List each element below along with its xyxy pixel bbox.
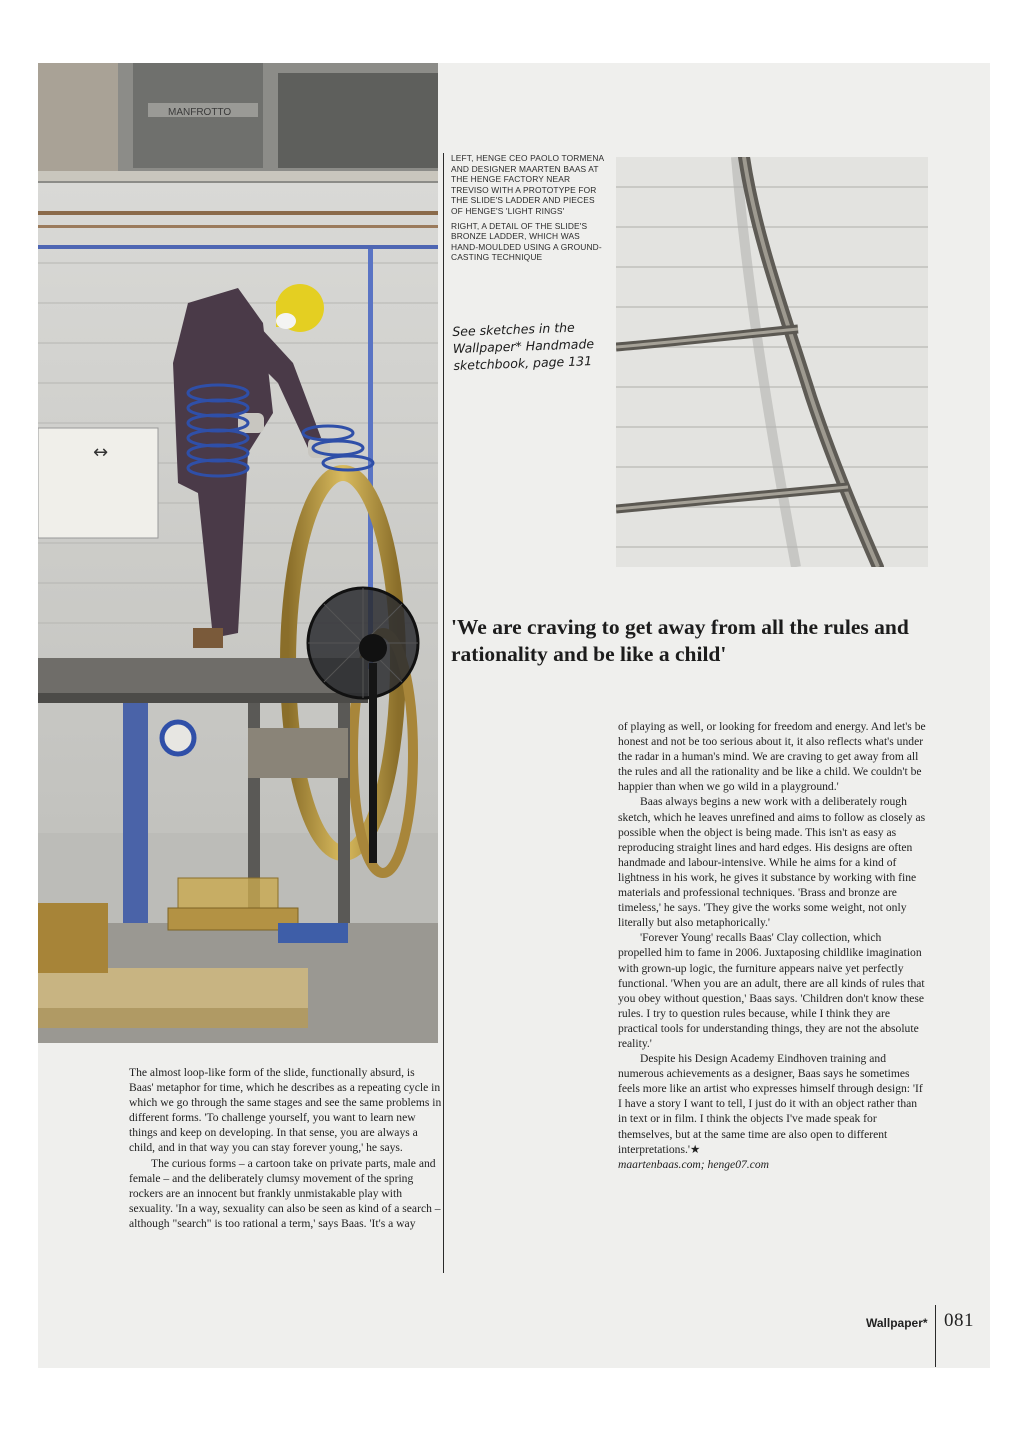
- note-line-1: See sketches in the: [452, 319, 575, 339]
- crate-label: MANFROTTO: [168, 107, 232, 118]
- website-links[interactable]: maartenbaas.com; henge07.com: [618, 1157, 770, 1171]
- body-paragraph: Despite his Design Academy Eindhoven training and numerous achievements as a designer, Baas says he sometimes feels more like an artist who expresses himself through design: 'If I have a story I want to tell, I just do it with an object rather than in text or in film. I think the objects I've made speak for themselves, but at the same time are also open to different interpretations.': [618, 1052, 923, 1156]
- factory-photo: [38, 63, 438, 1043]
- caption-right: RIGHT, A DETAIL OF THE SLIDE'S BRONZE LADDER, WHICH WAS HAND-MOULDED USING A GROUND-CASTING TECHNIQUE: [451, 220, 602, 263]
- note-line-3: sketchbook, page 131: [453, 353, 593, 373]
- ladder-detail-illustration: [616, 157, 928, 567]
- end-mark-icon: ★: [689, 1142, 701, 1156]
- caption-left: LEFT, HENGE CEO PAOLO TORMENA AND DESIGNER MAARTEN BAAS AT THE HENGE FACTORY NEAR TREVISO WITH A PROTOTYPE FOR THE SLIDE'S LADDER AND PIECES OF HENGE'S 'LIGHT RINGS': [451, 153, 604, 216]
- footer-rule: [935, 1305, 936, 1367]
- note-line-2: Wallpaper* Handmade: [452, 336, 595, 356]
- body-paragraph: The curious forms – a cartoon take on private parts, male and female – and the deliberately clumsy movement of the spring rockers are an innocent but frankly unmistakable play with sexuality. 'In a way, sexuality can also be seen as kind of a search – although "search" is too rational a term,' says Baas. 'It's a way: [129, 1156, 441, 1230]
- column-rule: [443, 153, 444, 1273]
- body-paragraph: 'Forever Young' recalls Baas' Clay collection, which propelled him to fame in 2006. Juxtaposing childlike imagination with grown-up logic, the furniture appears naive yet perfectly functional. 'When you are an adult, there are all kinds of rules that you obey without question,' Baas says. 'Children don't know these rules. I try to question rules because, while I think they are practical tools for understanding things, they are not the absolute reality.': [618, 931, 925, 1050]
- photo-captions: [451, 153, 606, 267]
- body-paragraph: of playing as well, or looking for freedom and energy. And let's be honest and not be too serious about it, it also reflects what's under the radar in a human's mind. We are craving to get away from all the rules and all the rationality and be like a child. We couldn't be happier than when we go wild in a playground.': [618, 720, 926, 794]
- footer-brand: Wallpaper*: [866, 1316, 928, 1330]
- page-number: 081: [944, 1310, 974, 1331]
- handwritten-note: [452, 317, 624, 374]
- svg-text:↔: ↔: [93, 442, 109, 463]
- body-paragraph: The almost loop-like form of the slide, functionally absurd, is Baas' metaphor for time, which he describes as a repeating cycle in which we go through the same stages and see the same problems in different forms. 'To challenge yourself, you want to learn new things and keep on developing. In that sense, you are always a child, and in that way you can stay forever young,' he says.: [129, 1066, 442, 1155]
- body-paragraph: Baas always begins a new work with a deliberately rough sketch, which he leaves unrefined and aims to follow as closely as possible when the object is being made. This isn't as easy as reproducing straight lines and hard edges. His designs are often handmade and labour-intensive. While he aims for a kind of lightness in his work, he gives it substance by working with fine materials and professional techniques. 'Brass and bronze are timeless,' he says. 'They give the works some weight, not only literally but also metaphorically.': [618, 795, 926, 930]
- factory-photo-illustration: [38, 63, 438, 1043]
- body-column-right: [618, 719, 926, 1172]
- body-column-left: [129, 1065, 442, 1231]
- pull-quote: 'We are craving to get away from all the rules and rationality and be like a child': [451, 615, 909, 666]
- ladder-detail-photo: [616, 157, 928, 567]
